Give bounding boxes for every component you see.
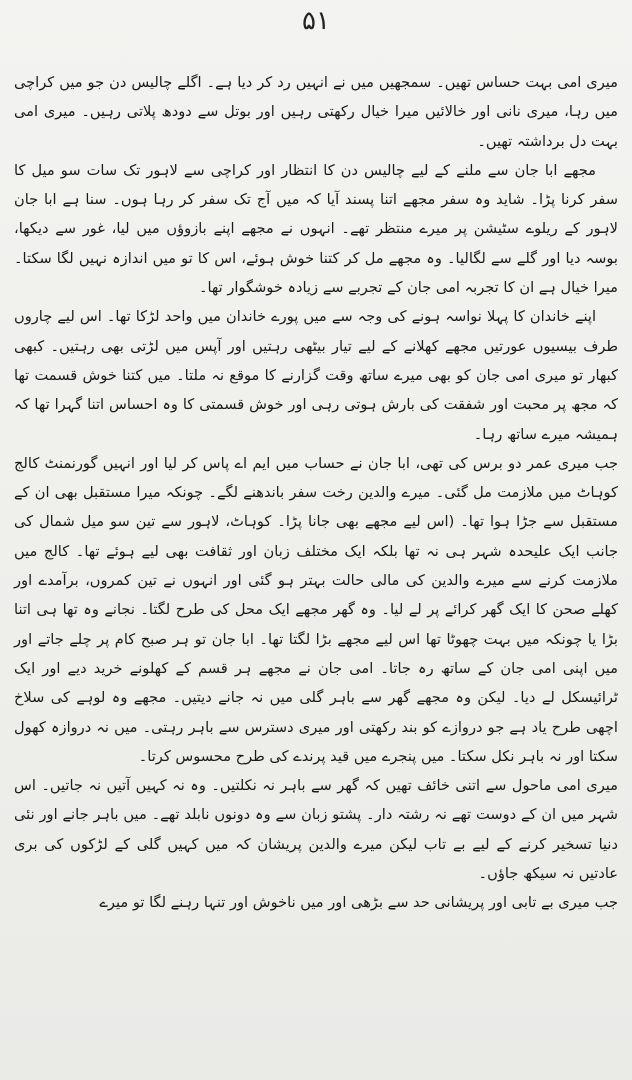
paragraph-1: میری امی بہت حساس تھیں۔ سمجھیں میں نے انہیں رد کر دیا ہے۔ اگلے چالیس دن جو میں کراچی میں رہا، میری نانی اور خالائیں میرا خیال رکھتی رہیں اور بوتل سے دودھ پلاتی رہیں۔ میری امی بہت دل برداشتہ تھیں۔ bbox=[14, 74, 618, 150]
paragraph-6: جب میری بے تابی اور پریشانی حد سے بڑھی اور میں ناخوش اور تنہا رہنے لگا تو میرے bbox=[99, 894, 618, 912]
page-number: ۵۱ bbox=[302, 6, 330, 36]
paragraph-2: مجھے ابا جان سے ملنے کے لیے چالیس دن کا انتظار اور کراچی سے لاہور تک سات سو میل کا سفر کرنا پڑا۔ شاید وہ سفر مجھے اتنا پسند آیا کہ میں آج تک سفر کر رہا ہوں۔ سنا ہے ابا جان لاہور کے ریلوے سٹیشن پر میرے منتظر تھے۔ انہوں نے مجھے اپنے بازوؤں میں لیا، غور سے دیکھا، بوسہ دیا اور گلے سے لگالیا۔ وہ مجھے مل کر کتنا خوش ہوئے، اس کا تو میں اندازہ نہیں لگا سکتا۔ میرا خیال ہے ان کا تجربہ امی جان کے تجربے سے زیادہ خوشگوار تھا۔ bbox=[14, 161, 618, 297]
paragraph-3: اپنے خاندان کا پہلا نواسہ ہونے کی وجہ سے میں پورے خاندان میں واحد لڑکا تھا۔ اس لیے چاروں طرف بیسیوں عورتیں مجھے کھلانے کے لیے تیار بیٹھی رہتیں اور آپس میں لڑتی بھی رہتیں۔ کبھی کبھار تو میری امی جان کو بھی میرے ساتھ وقت گزارنے کا موقع نہ ملتا۔ میں کتنا خوش قسمت تھا کہ مجھ پر محبت اور شفقت کی بارش ہوتی رہی اور خوش قسمتی کا وہ احساس اتنا گہرا تھا کہ ہمیشہ میرے ساتھ رہا۔ bbox=[14, 308, 618, 443]
paragraph-4: جب میری عمر دو برس کی تھی، ابا جان نے حساب میں ایم اے پاس کر لیا اور انہیں گورنمنٹ کالج کوہاٹ میں ملازمت مل گئی۔ میرے والدین رخت سفر باندھنے لگے۔ چونکہ میرا مستقبل بھی ان کے مستقبل سے جڑا ہوا تھا۔ (اس لیے مجھے بھی جانا پڑا۔ کوہاٹ، لاہور سے تین سو میل شمال کی جانب ایک علیحدہ شہر ہی نہ تھا بلکہ ایک مختلف زبان اور ثقافت بھی لیے ہوئے تھا۔ کالج میں ملازمت کرنے سے میرے والدین کی مالی حالت بہتر ہو گئی اور انہوں نے تین کمروں، برآمدے اور کھلے صحن کا ایک گھر کرائے پر لے لیا۔ وہ گھر مجھے ایک محل کی طرح لگتا۔ نجانے وہ تھا ہی اتنا بڑا یا چونکہ میں بہت چھوٹا تھا اس لیے مجھے بڑا لگتا تھا۔ ابا جان تو ہر صبح کام پر چلے جاتے اور میں اپنی امی جان کے ساتھ رہ جاتا۔ امی جان نے مجھے ہر قسم کے کھلونے خرید دیے اور ایک ٹرائیسکل لے دیا۔ لیکن وہ مجھے گھر سے باہر گلی میں نہ جانے دیتیں۔ مجھے وہ لوہے کی سلاخ اچھی طرح یاد ہے جو دروازے کو بند رکھتی اور میری دسترس سے باہر رہتی۔ میں نہ دروازہ کھول سکتا اور نہ باہر نکل سکتا۔ میں پنجرے میں قید پرندے کی طرح محسوس کرتا۔ bbox=[14, 454, 618, 765]
page-body-text bbox=[14, 68, 618, 918]
paragraph-5: میری امی ماحول سے اتنی خائف تھیں کہ گھر سے باہر نہ نکلتیں۔ وہ نہ کہیں آتیں نہ جاتیں۔ اس شہر میں ان کے دوست تھے نہ رشتہ دار۔ پشتو زبان سے وہ دونوں نابلد تھے۔ میں باہر جانے اور نئی دنیا تسخیر کرنے کے لیے بے تاب لیکن میرے والدین پریشان کہ میں کہیں گلی کے لڑکوں کی بری عادتیں نہ سیکھ جاؤں۔ bbox=[14, 777, 618, 883]
